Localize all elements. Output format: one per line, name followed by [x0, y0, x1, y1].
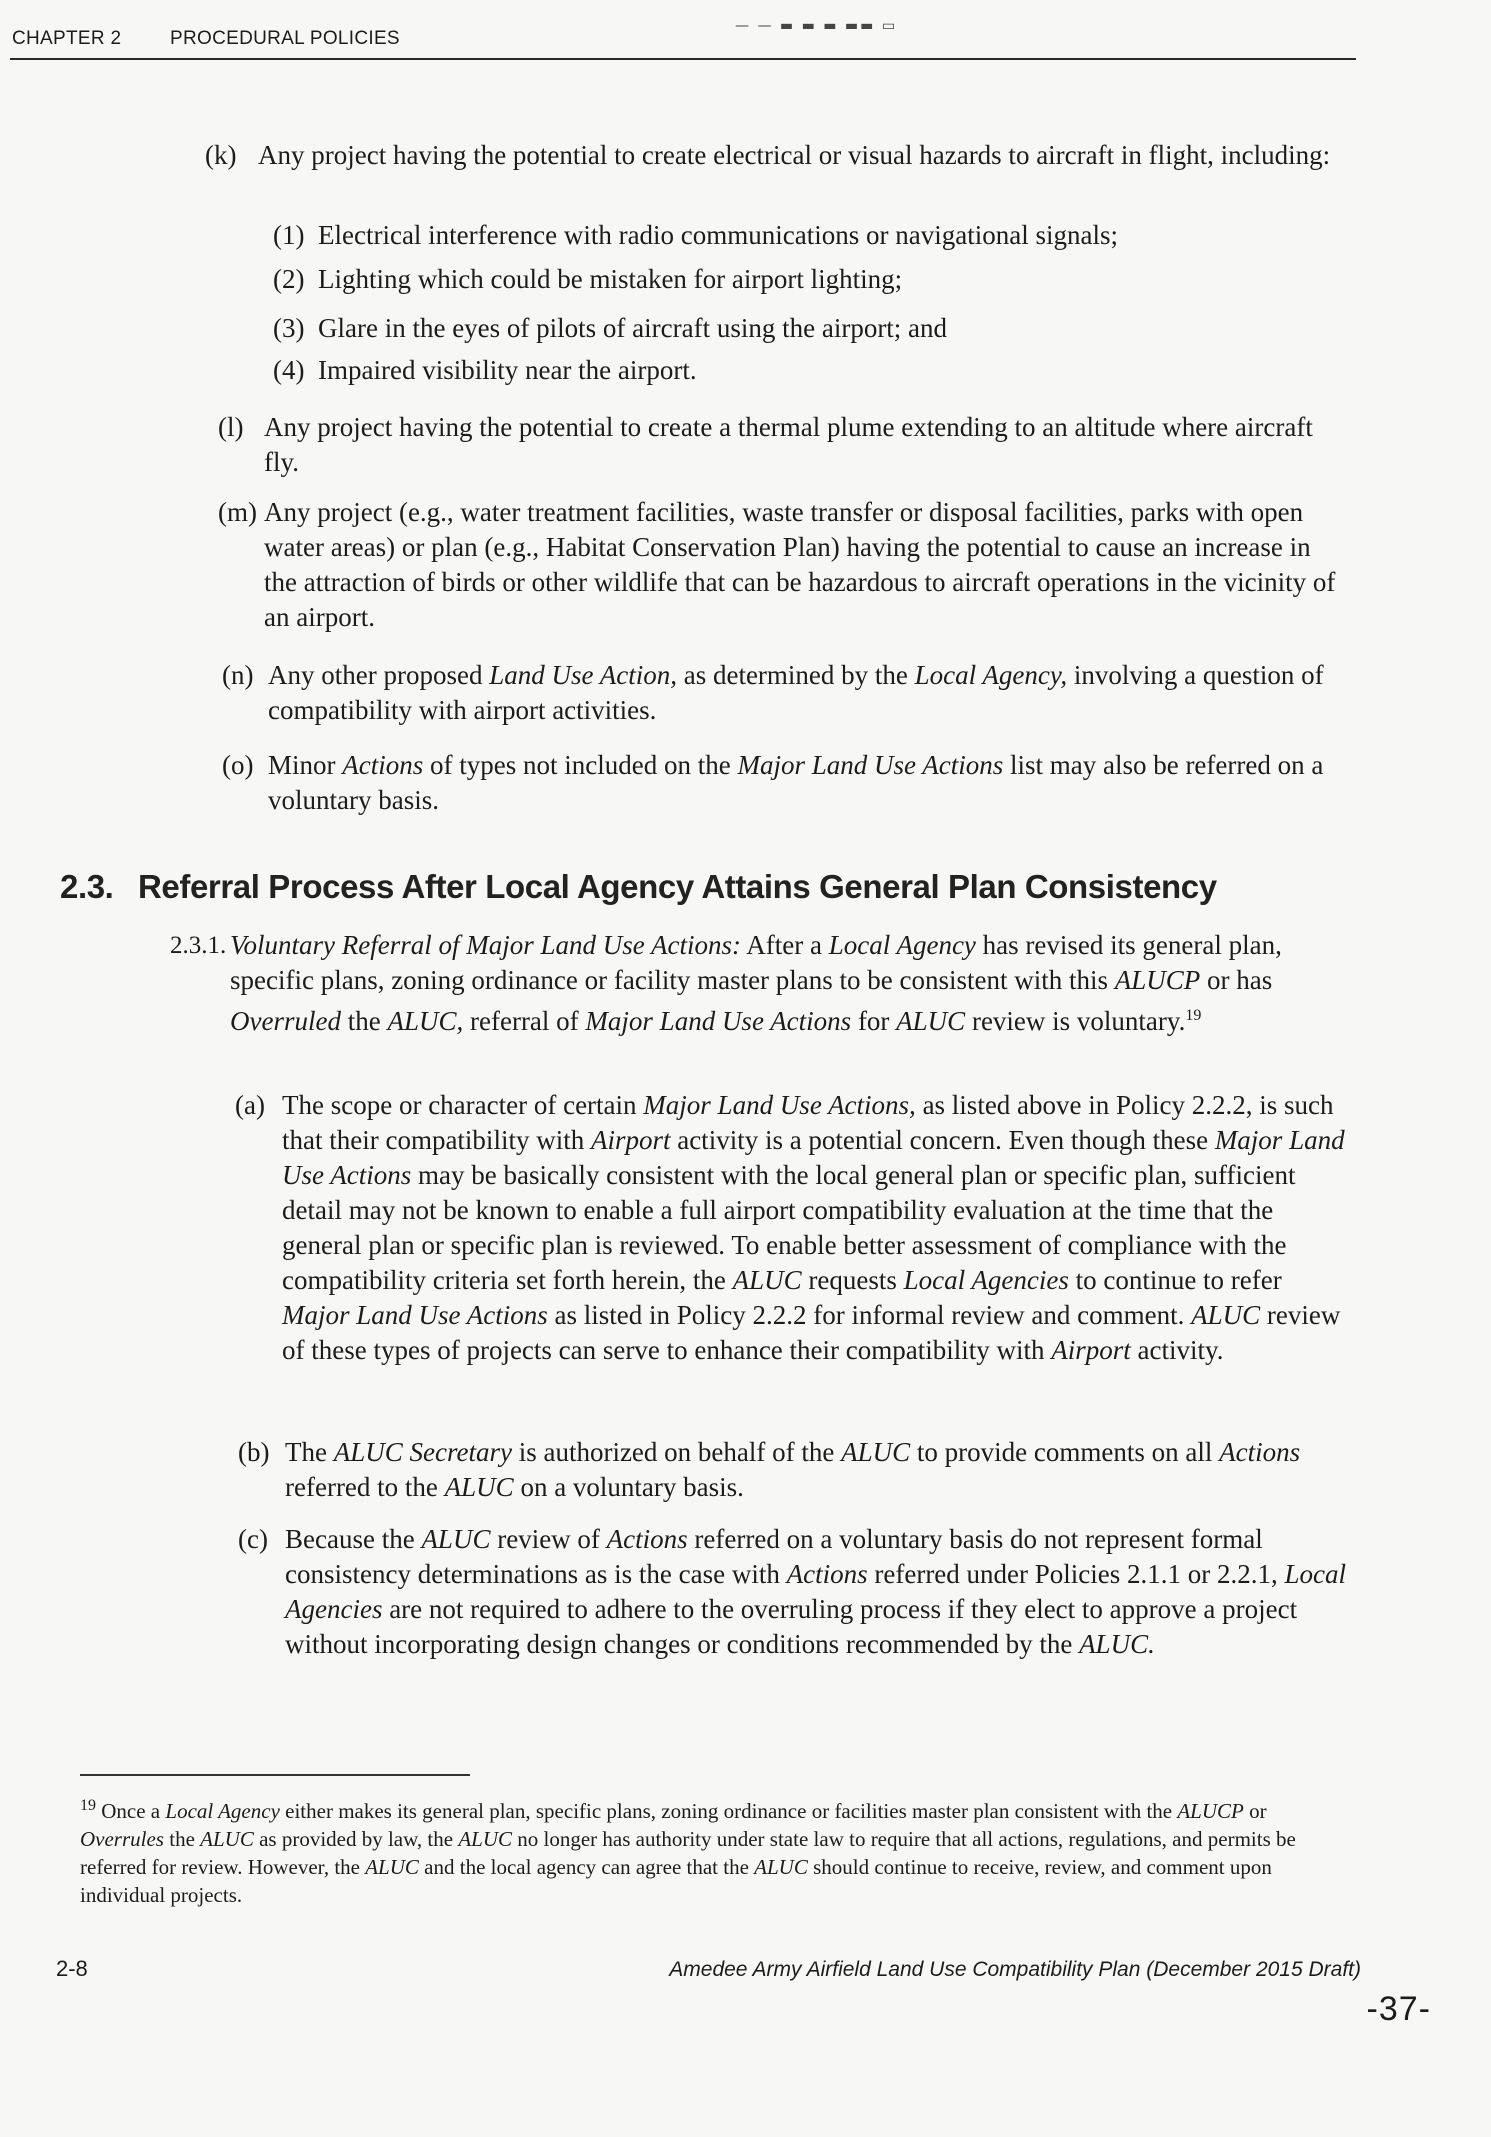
- sub-label: (3): [273, 313, 305, 343]
- sub-item-1: [273, 218, 1353, 253]
- list-item-a: [235, 1088, 1350, 1368]
- list-text: The ALUC Secretary is authorized on behalf of the ALUC to provide comments on all Actions referred to the ALUC on a voluntary basis.: [285, 1437, 1301, 1502]
- list-item-c: [238, 1522, 1350, 1662]
- list-text: The scope or character of certain Major Land Use Actions, as listed above in Policy 2.2.2, is such that their compatibility with Airport activity is a potential concern. Even though these Major Land Use Actions may be basically consistent with the local general plan or specific plan, sufficient detail may not be known to enable a full airport compatibility evaluation at the time that the general plan or specific plan is reviewed. To enable better assessment of compliance with the compatibility criteria set forth herein, the ALUC requests Local Agencies to continue to refer Major Land Use Actions as listed in Policy 2.2.2 for informal review and comment. ALUC review of these types of projects can serve to enhance their compatibility with Airport activity.: [282, 1090, 1345, 1365]
- list-text: Any project having the potential to create electrical or visual hazards to aircraft in flight, including:: [258, 140, 1331, 170]
- list-text: Any other proposed Land Use Action, as determined by the Local Agency, involving a question of compatibility with airport activities.: [268, 660, 1324, 725]
- list-item-k: [205, 138, 1355, 173]
- footnote-number: 19: [80, 1797, 96, 1814]
- page-number: 2-8: [56, 1956, 88, 1981]
- footnote-ref[interactable]: 19: [1185, 1007, 1202, 1024]
- list-text: Because the ALUC review of Actions referred on a voluntary basis do not represent formal consistency determinations as is the case with Actions referred under Policies 2.1.1 or 2.2.1, Local Agencies are not required to adhere to the overruling process if they elect to approve a project without incorporating design changes or conditions recommended by the ALUC.: [285, 1524, 1347, 1659]
- section-heading: [60, 868, 1217, 906]
- footnote-19: $^{19}$ Once a Local Agency either makes its general plan, specific plans, zoning ordinance or facilities master plan consistent with the ALUCP or Overrules the ALUC as provided by law, the ALUC no longer has authority under state law to require that all actions, regulations, and permits be referred for review. However, the ALUC and the local agency can agree that the ALUC should continue to receive, review, and comment upon individual projects.: [80, 1797, 1296, 1907]
- section-number: 2.3.: [60, 868, 114, 905]
- policy-text: Voluntary Referral of Major Land Use Actions: After a Local Agency has revised its general plan, specific plans, zoning ordinance or facility master plans to be consistent with this ALUCP or has Overruled the ALUC, referral of Major Land Use Actions for ALUC review is voluntary.$^{19}$: [230, 930, 1282, 1036]
- sub-text: Electrical interference with radio communications or navigational signals;: [318, 220, 1118, 250]
- footnote-rule: [80, 1774, 470, 1776]
- list-text: Minor Actions of types not included on the Major Land Use Actions list may also be referred on a voluntary basis.: [268, 750, 1324, 815]
- sub-label: (2): [273, 264, 305, 294]
- list-text: Any project (e.g., water treatment facilities, waste transfer or disposal facilities, parks with open water areas) or plan (e.g., Habitat Conservation Plan) having the potential to cause an increase in the attraction of birds or other wildlife that can be hazardous to aircraft operations in the vicinity of an airport.: [264, 497, 1336, 632]
- document-title: Amedee Army Airfield Land Use Compatibility Plan (December 2015 Draft): [669, 1958, 1361, 1981]
- list-label: (n): [222, 660, 254, 690]
- list-label: (l): [218, 412, 244, 442]
- chapter-label: CHAPTER 2: [12, 28, 122, 49]
- list-item-b: [238, 1435, 1350, 1505]
- list-item-m: [218, 495, 1338, 635]
- header-stray-marks: — — ▬ ▬ ▬ ▬▬ ▭: [735, 18, 898, 34]
- handwritten-page-mark: -37-: [1366, 1990, 1431, 2028]
- list-item-l: [218, 410, 1338, 480]
- sub-item-2: [273, 262, 1353, 297]
- list-label: (c): [238, 1524, 268, 1554]
- list-label: (a): [235, 1090, 265, 1120]
- list-item-n: [222, 658, 1342, 728]
- sub-item-4: [273, 353, 1353, 388]
- chapter-title: PROCEDURAL POLICIES: [170, 28, 400, 49]
- sub-text: Lighting which could be mistaken for airport lighting;: [318, 264, 903, 294]
- list-label: (o): [222, 750, 254, 780]
- sub-text: Glare in the eyes of pilots of aircraft using the airport; and: [318, 313, 948, 343]
- list-label: (b): [238, 1437, 270, 1467]
- list-text: Any project having the potential to create a thermal plume extending to an altitude where aircraft fly.: [264, 412, 1313, 477]
- sub-label: (1): [273, 220, 305, 250]
- policy-2-3-1: [170, 928, 1350, 1039]
- sub-label: (4): [273, 355, 305, 385]
- sub-item-3: [273, 311, 1353, 346]
- list-label: (k): [205, 140, 237, 170]
- policy-number: 2.3.1.: [170, 932, 227, 959]
- list-item-o: [222, 748, 1342, 818]
- sub-text: Impaired visibility near the airport.: [318, 355, 697, 385]
- header-rule: [10, 58, 1356, 60]
- section-title: Referral Process After Local Agency Attains General Plan Consistency: [138, 868, 1217, 905]
- list-label: (m): [218, 497, 257, 527]
